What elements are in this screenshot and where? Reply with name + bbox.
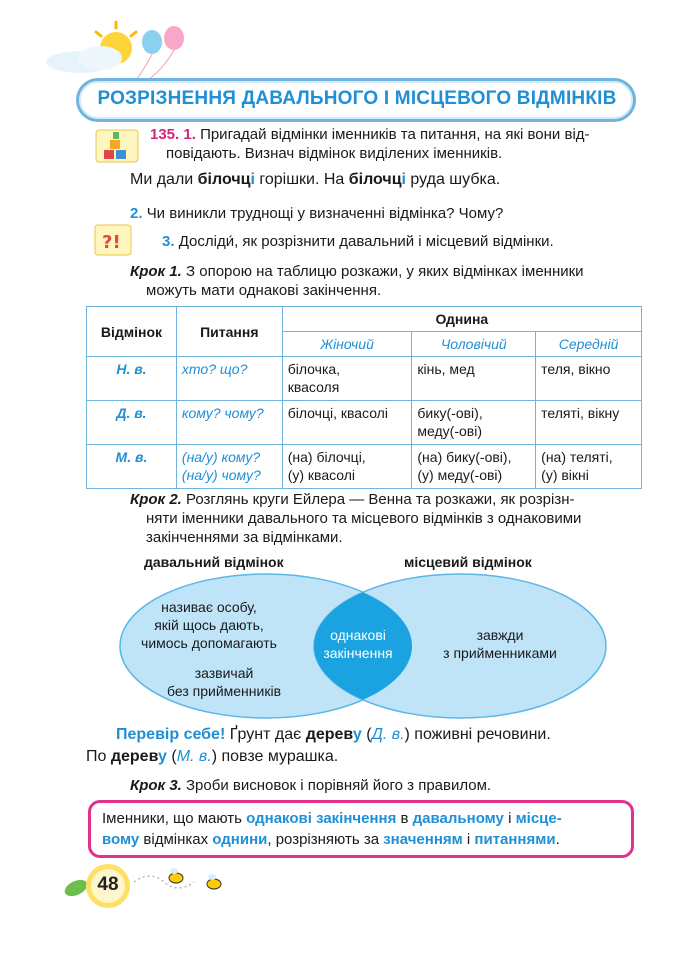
question-cell: [176, 357, 282, 401]
text: Іменники, що мають: [102, 810, 247, 827]
venn-left-text-2: [164, 664, 284, 700]
venn-line: з прийменниками: [443, 645, 557, 661]
text: , розрізняють за: [267, 831, 384, 848]
bee-icon: [169, 868, 183, 883]
step-3: [130, 776, 491, 795]
cell-line: білочка,: [287, 361, 341, 377]
task-text-cont: повідають. Визнач відмінок виділених іменників.: [166, 145, 503, 162]
text: Ґрунт дає: [225, 726, 306, 743]
step-text-cont: можуть мати однакові закінчення.: [146, 282, 382, 299]
word-stem: дерев: [305, 726, 353, 743]
question-line: кому? чому?: [181, 405, 264, 421]
neuter-cell: [536, 357, 642, 401]
task-number: 2.: [130, 205, 143, 222]
check-label: Перевір себе!: [116, 726, 226, 743]
question-line: (на/у) чому?: [181, 467, 261, 483]
neuter-cell: [536, 445, 642, 489]
bee-icon: [207, 874, 221, 889]
rule-text: [102, 808, 622, 850]
table-row: [87, 445, 642, 489]
text: (: [166, 748, 177, 765]
venn-line: зазвичай: [194, 665, 254, 681]
step-label: Крок 3.: [130, 777, 182, 794]
word-ending: і: [401, 171, 406, 188]
venn-line: закінчення: [323, 645, 393, 661]
feminine-cell: [282, 401, 412, 445]
task-3: [162, 232, 554, 251]
check-yourself: [86, 724, 642, 768]
cell-line: бику(-ові),: [417, 405, 483, 421]
keyword: питаннями: [474, 831, 556, 848]
cell-line: (на) білочці,: [287, 449, 366, 465]
cell-line: теля, вікно: [541, 361, 611, 377]
word-stem: білочц: [348, 171, 402, 188]
task-135: [150, 125, 640, 163]
text: По: [86, 748, 111, 765]
step-text-cont: закінченнями за відмінками.: [146, 529, 343, 546]
case-cell: Д. в.: [87, 401, 177, 445]
venn-right-text: [430, 626, 570, 662]
feminine-cell: [282, 445, 412, 489]
venn-line: якій щось дають,: [154, 617, 264, 633]
case-cell: Н. в.: [87, 357, 177, 401]
text: .: [555, 831, 560, 848]
stacked-blocks-icon: [92, 126, 142, 166]
case-abbrev: Д. в.: [371, 726, 405, 743]
question-line: хто? що?: [181, 361, 248, 377]
masculine-cell: [412, 401, 536, 445]
venn-center-text: [300, 626, 416, 662]
cell-line: (у) вікні: [541, 467, 589, 483]
task-2: [130, 204, 503, 223]
leaf-icon: [64, 877, 90, 900]
task-text: Чи виникли труднощі у визначенні відмінка? Чому?: [146, 205, 504, 222]
word-stem: дерев: [110, 748, 159, 765]
masculine-cell: [412, 445, 536, 489]
step-text-cont: няти іменники давального та місцевого відмінків з однаковими: [146, 510, 582, 527]
question-line: (на/у) кому?: [181, 449, 261, 465]
word-stem: білочц: [197, 171, 251, 188]
header-question: Питання: [176, 307, 282, 357]
step-text: Розглянь круги Ейлера — Венна та розкажи, як розрізн-: [181, 491, 575, 508]
cell-line: білочці, квасолі: [287, 405, 388, 421]
step-text: Зроби висновок і порівняй його з правилом.: [181, 777, 492, 794]
venn-line: без прийменників: [166, 683, 282, 699]
text: і: [462, 831, 475, 848]
text: і: [503, 810, 516, 827]
case-abbrev: М. в.: [176, 748, 212, 765]
keyword: вому: [102, 831, 140, 848]
text: відмінках: [139, 831, 213, 848]
task-text: Пригадай відмінки іменників та питання, на які вони від-: [200, 126, 590, 143]
word-ending: у: [158, 748, 167, 765]
header-feminine: Жіночий: [282, 332, 412, 357]
task-number: 3.: [162, 233, 175, 250]
step-2: [130, 490, 642, 547]
subtask-number: 1.: [183, 126, 196, 143]
cell-line: (у) меду(-ові): [417, 467, 503, 483]
text: (: [361, 726, 372, 743]
balloon-pink-icon: [164, 26, 184, 50]
page-badge: [64, 856, 234, 916]
task-number: 135.: [150, 126, 180, 143]
venn-left-text-1: [134, 598, 284, 652]
keyword: однакові закінчення: [246, 810, 397, 827]
neuter-cell: [536, 401, 642, 445]
cell-line: квасоля: [287, 379, 340, 395]
venn-line: називає особу,: [161, 599, 257, 615]
keyword: давальному: [412, 810, 504, 827]
cell-line: (на) теляті,: [541, 449, 613, 465]
header-neuter: Середній: [536, 332, 642, 357]
example-sentence: [130, 171, 500, 189]
text: руда шубка.: [405, 171, 501, 188]
masculine-cell: [412, 357, 536, 401]
step-label: Крок 1.: [130, 263, 182, 280]
cell-line: теляті, вікну: [541, 405, 620, 421]
cell-line: кінь, мед: [417, 361, 475, 377]
text: в: [396, 810, 413, 827]
cell-line: (у) квасолі: [287, 467, 356, 483]
step-label: Крок 2.: [130, 491, 182, 508]
keyword: місце-: [515, 810, 562, 827]
task-text: Досліди́, як розрізнити давальний і місцевий відмінки.: [178, 233, 554, 250]
step-text: З опорою на таблицю розкажи, у яких відмінках іменники: [181, 263, 584, 280]
cell-line: меду(-ові): [417, 423, 482, 439]
text: ) поживні речовини.: [404, 726, 551, 743]
step-1: [130, 262, 640, 300]
venn-right-label: місцевий відмінок: [404, 554, 532, 570]
feminine-cell: [282, 357, 412, 401]
table-row: [87, 401, 642, 445]
header-singular: Однина: [282, 307, 641, 332]
text: горішки. На: [254, 171, 349, 188]
text: ) повзе мурашка.: [211, 748, 339, 765]
page-number: 48: [97, 874, 119, 895]
table-row: [87, 357, 642, 401]
venn-line: чимось допомагають: [141, 635, 277, 651]
keyword: значенням: [383, 831, 463, 848]
question-cell: [176, 401, 282, 445]
balloon-blue-icon: [142, 30, 162, 54]
case-table: [86, 306, 642, 489]
page-title: РОЗРІЗНЕННЯ ДАВАЛЬНОГО І МІСЦЕВОГО ВІДМІНКІВ: [97, 88, 617, 109]
header-masculine: Чоловічий: [412, 332, 536, 357]
question-cell: [176, 445, 282, 489]
venn-left-label: давальний відмінок: [144, 554, 284, 570]
header-case: Відмінок: [87, 307, 177, 357]
case-cell: М. в.: [87, 445, 177, 489]
question-note-icon: [92, 222, 134, 258]
venn-line: завжди: [476, 627, 524, 643]
word-ending: у: [352, 726, 362, 743]
venn-line: однакові: [330, 627, 386, 643]
text: Ми дали: [130, 171, 198, 188]
svg-text:?!: ?!: [102, 232, 121, 253]
word-ending: і: [250, 171, 255, 188]
cell-line: (на) бику(-ові),: [417, 449, 512, 465]
keyword: однини: [212, 831, 268, 848]
